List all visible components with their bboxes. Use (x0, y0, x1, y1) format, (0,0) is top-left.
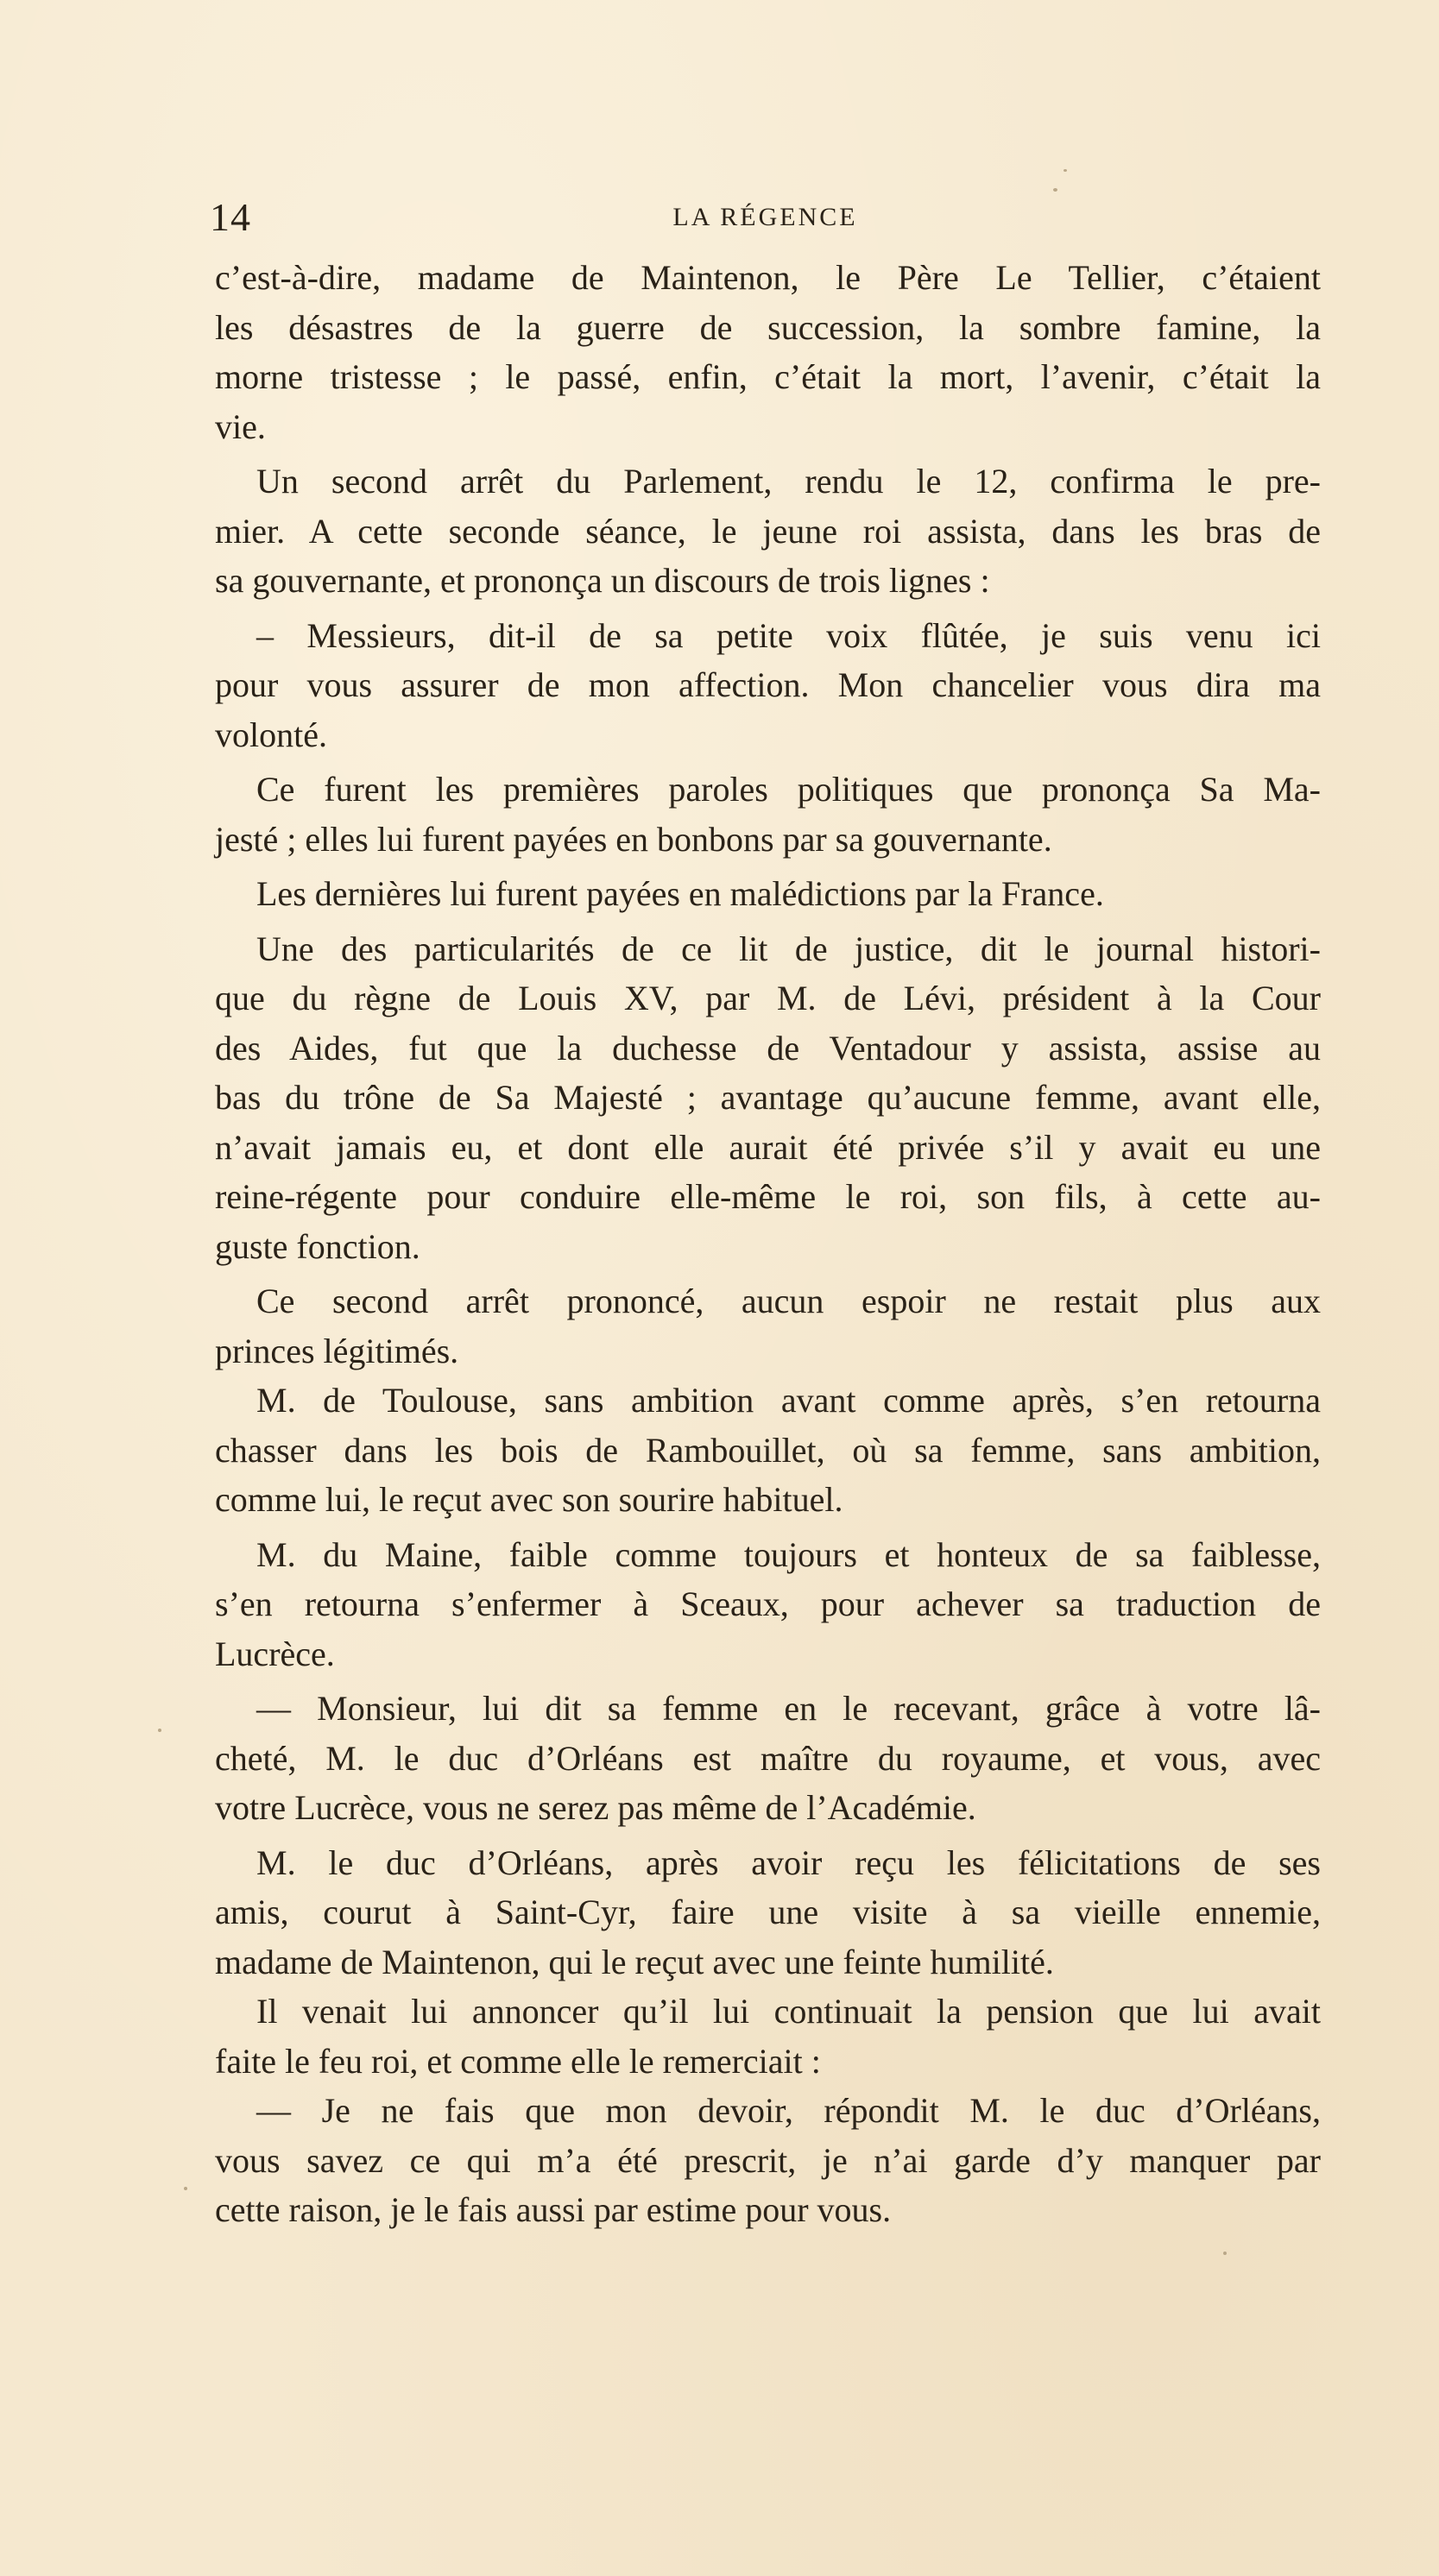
paper-speck (1053, 188, 1057, 192)
text-line: amis, courut à Saint-Cyr, faire une visite à sa vieille ennemie, (215, 1893, 1321, 1931)
text-line: — Monsieur, lui dit sa femme en le recevant, grâce à votre lâ- (256, 1689, 1321, 1728)
text-line: M. du Maine, faible comme toujours et honteux de sa faiblesse, (256, 1534, 1321, 1574)
text-line: Lucrèce. (215, 1634, 335, 1673)
text-line: M. le duc d’Orléans, après avoir reçu les félicitations de ses (256, 1842, 1321, 1882)
text-line: morne tristesse ; le passé, enfin, c’était la mort, l’avenir, c’était la (215, 357, 1321, 396)
text-line: n’avait jamais eu, et dont elle aurait été privée s’il y avait eu une (215, 1127, 1321, 1167)
text-line: s’en retourna s’enfermer à Sceaux, pour achever sa traduction de (215, 1584, 1321, 1623)
paper-speck (184, 2187, 187, 2190)
running-head: LA RÉGENCE (672, 203, 858, 231)
text-line: – Messieurs, dit-il de sa petite voix flûtée, je suis venu ici (256, 615, 1321, 655)
text-line: faite le feu roi, et comme elle le remerciait : (215, 2041, 821, 2081)
text-line: mier. A cette seconde séance, le jeune roi assista, dans les bras de (215, 511, 1321, 551)
text-line: bas du trône de Sa Majesté ; avantage qu’aucune femme, avant elle, (215, 1078, 1321, 1117)
text-line: cheté, M. le duc d’Orléans est maître du royaume, et vous, avec (215, 1738, 1321, 1778)
text-line: chasser dans les bois de Rambouillet, où sa femme, sans ambition, (215, 1430, 1321, 1470)
text-line: que du règne de Louis XV, par M. de Lévi, président à la Cour (215, 979, 1321, 1017)
text-line: vie. (215, 406, 266, 446)
paper-speck (1063, 169, 1067, 172)
text-line: vous savez ce qui m’a été prescrit, je n’ai garde d’y manquer par (215, 2140, 1321, 2180)
text-line: princes légitimés. (215, 1331, 459, 1370)
text-line: jesté ; elles lui furent payées en bonbons par sa gouvernante. (215, 819, 1052, 859)
text-line: Un second arrêt du Parlement, rendu le 12, confirma le pre- (256, 462, 1321, 501)
text-line: pour vous assurer de mon affection. Mon chancelier vous dira ma (215, 665, 1321, 704)
text-line: Il venait lui annoncer qu’il lui continuait la pension que lui avait (256, 1992, 1321, 2031)
text-line: volonté. (215, 715, 327, 754)
body-text (215, 253, 1321, 2235)
text-line: votre Lucrèce, vous ne serez pas même de l’Académie. (215, 1788, 976, 1827)
text-line: sa gouvernante, et prononça un discours de trois lignes : (215, 561, 990, 600)
text-line: Une des particularités de ce lit de justice, dit le journal histori- (256, 929, 1321, 968)
text-line: guste fonction. (215, 1226, 420, 1266)
page-number: 14 (210, 195, 251, 239)
text-line: comme lui, le reçut avec son sourire habituel. (215, 1480, 843, 1519)
page-header (210, 192, 1321, 243)
text-line: Ce second arrêt prononcé, aucun espoir ne restait plus aux (256, 1282, 1321, 1320)
text-line: cette raison, je le fais aussi par estime pour vous. (215, 2190, 892, 2229)
text-line: reine-régente pour conduire elle-même le roi, son fils, à cette au- (215, 1177, 1321, 1216)
text-line: M. de Toulouse, sans ambition avant comme après, s’en retourna (256, 1381, 1321, 1420)
text-line: les désastres de la guerre de succession, la sombre famine, la (215, 307, 1321, 347)
text-line: — Je ne fais que mon devoir, répondit M. le duc d’Orléans, (256, 2091, 1321, 2130)
text-line: c’est-à-dire, madame de Maintenon, le Père Le Tellier, c’étaient (215, 258, 1321, 297)
text-line: madame de Maintenon, qui le reçut avec une feinte humilité. (215, 1942, 1054, 1981)
paper-speck (158, 1729, 161, 1732)
text-line: Les dernières lui furent payées en malédictions par la France. (256, 874, 1104, 913)
paper-speck (1223, 2252, 1227, 2255)
text-line: Ce furent les premières paroles politiques que prononça Sa Ma- (256, 770, 1321, 809)
text-line: des Aides, fut que la duchesse de Ventadour y assista, assise au (215, 1028, 1321, 1068)
